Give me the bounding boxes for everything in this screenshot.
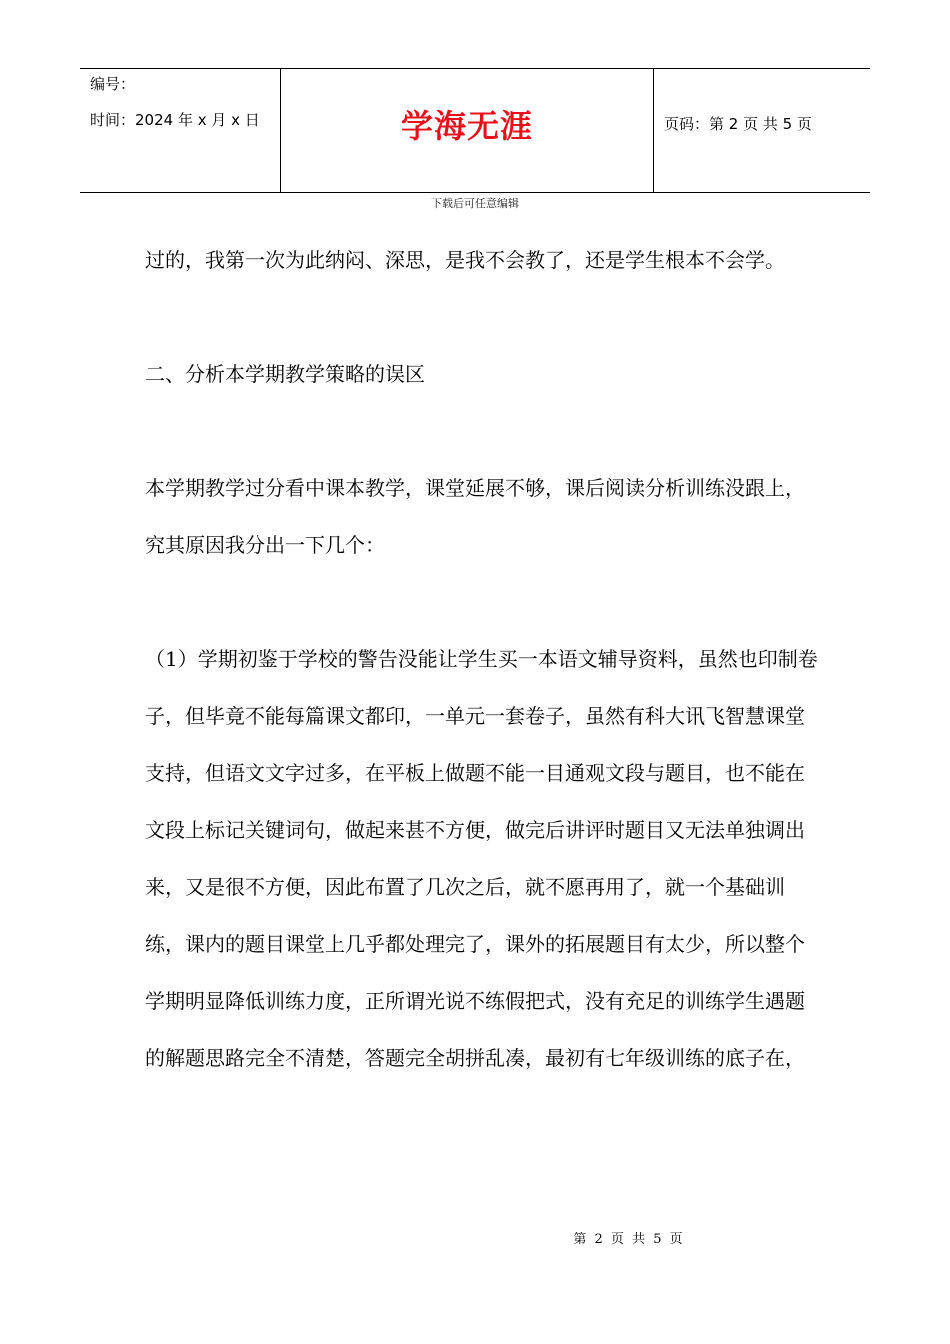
paragraph-3: （1）学期初鉴于学校的警告没能让学生买一本语文辅导资料，虽然也印制卷子，但毕竟不能每篇课文都印，一单元一套卷子，虽然有科大讯飞智慧课堂支持，但语文文字过多，在平板上做题不能一目通观文段与题目，也不能在文段上标记关键词句，做起来甚不方便，做完后讲评时题目又无法单独调出来，又是很不方便，因此布置了几次之后，就不愿再用了，就一个基础训练，课内的题目课堂上几乎都处理完了，课外的拓展题目有太少，所以整个学期明显降低训练力度，正所谓光说不练假把式，没有充足的训练学生遇题的解题思路完全不清楚，答题完全胡拼乱凑，最初有七年级训练的底子在，	[145, 647, 818, 1070]
paragraph-1: 过的，我第一次为此纳闷、深思，是我不会教了，还是学生根本不会学。	[145, 248, 785, 272]
header-table	[80, 68, 870, 193]
paragraph-2: 本学期教学过分看中课本教学，课堂延展不够，课后阅读分析训练没跟上，究其原因我分出一下几个：	[145, 476, 805, 557]
brand-title: 学海无涯	[400, 107, 533, 145]
document-body	[145, 232, 820, 1087]
page-footer	[0, 1228, 950, 1247]
header-page-cell	[654, 69, 870, 192]
header-brand-cell	[281, 69, 654, 192]
header-meta-cell	[80, 69, 281, 192]
download-note: 下载后可任意编辑	[431, 197, 519, 210]
document-number-label: 编号：	[90, 75, 136, 93]
section-heading: 二、分析本学期教学策略的误区	[145, 362, 425, 386]
page-code-label: 页码：第 2 页 共 5 页	[664, 115, 812, 133]
footer-page-number: 第 2 页 共 5 页	[573, 1232, 685, 1247]
document-time-label: 时间：2024 年 x 月 x 日	[90, 111, 260, 129]
